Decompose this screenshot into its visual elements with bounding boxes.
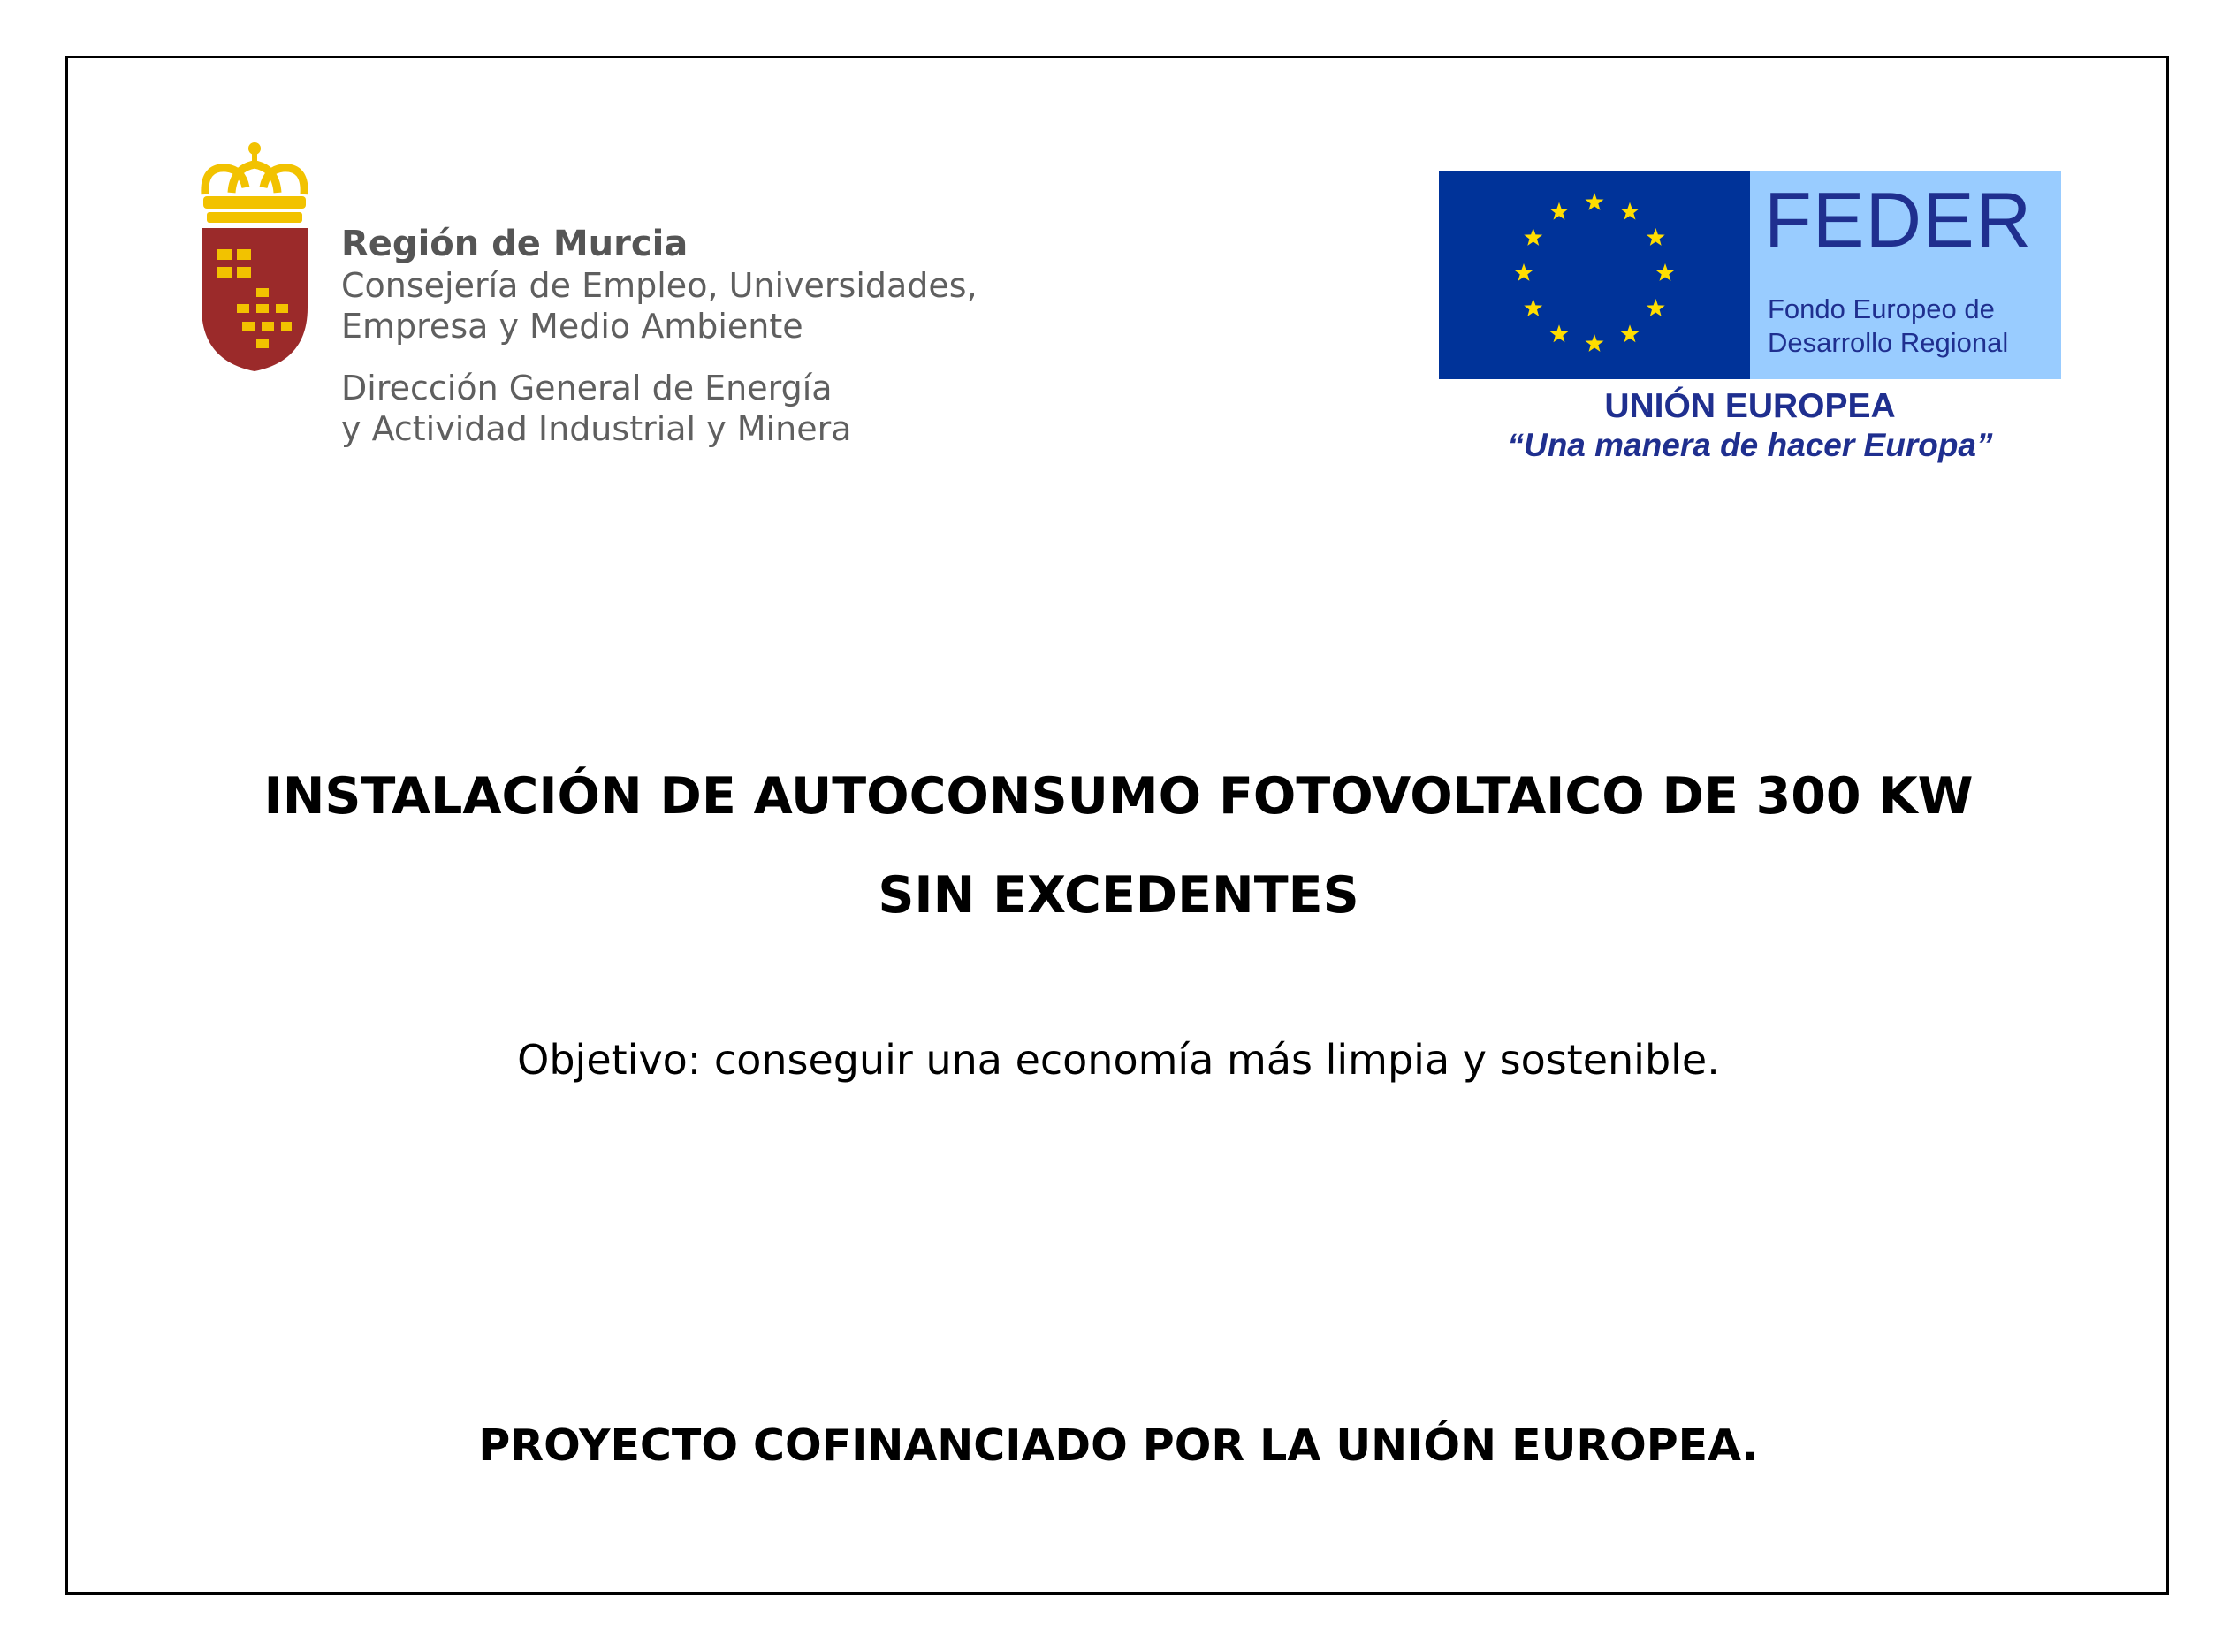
- department-line-1: Consejería de Empleo, Universidades,: [341, 266, 978, 305]
- eu-name: UNIÓN EUROPEA: [1604, 387, 1896, 425]
- title-line-1: INSTALACIÓN DE AUTOCONSUMO FOTOVOLTAICO DE 300 KW: [263, 767, 1974, 826]
- objective-text: Objetivo: conseguir una economía más limpia y sostenible.: [517, 1036, 1720, 1084]
- feder-panel: [1750, 171, 2061, 379]
- feder-logo: [1439, 171, 2061, 379]
- title-line-2: SIN EXCEDENTES: [878, 866, 1359, 925]
- feder-subtitle: [1768, 293, 2008, 360]
- feder-subtitle-line-2: Desarrollo Regional: [1768, 327, 2009, 358]
- royal-crown-icon: [196, 141, 313, 225]
- feder-subtitle-line-1: Fondo Europeo de: [1768, 293, 1995, 324]
- eu-motto: “Una manera de hacer Europa”: [1507, 427, 1993, 463]
- cofinancing-footer: PROYECTO COFINANCIADO POR LA UNIÓN EUROPEA.: [478, 1420, 1759, 1471]
- department-line-2: Empresa y Medio Ambiente: [341, 307, 803, 346]
- eu-caption: [1439, 387, 2061, 465]
- directorate-line-1: Dirección General de Energía: [341, 369, 833, 407]
- directorate-line-2: y Actividad Industrial y Minera: [341, 409, 852, 448]
- feder-title: FEDER: [1764, 176, 2033, 263]
- region-murcia-logo: [196, 141, 992, 477]
- region-name: Región de Murcia: [341, 224, 689, 264]
- murcia-logo-text: [341, 223, 978, 449]
- murcia-shield-icon: [202, 228, 308, 371]
- eu-flag-icon: [1439, 171, 1750, 379]
